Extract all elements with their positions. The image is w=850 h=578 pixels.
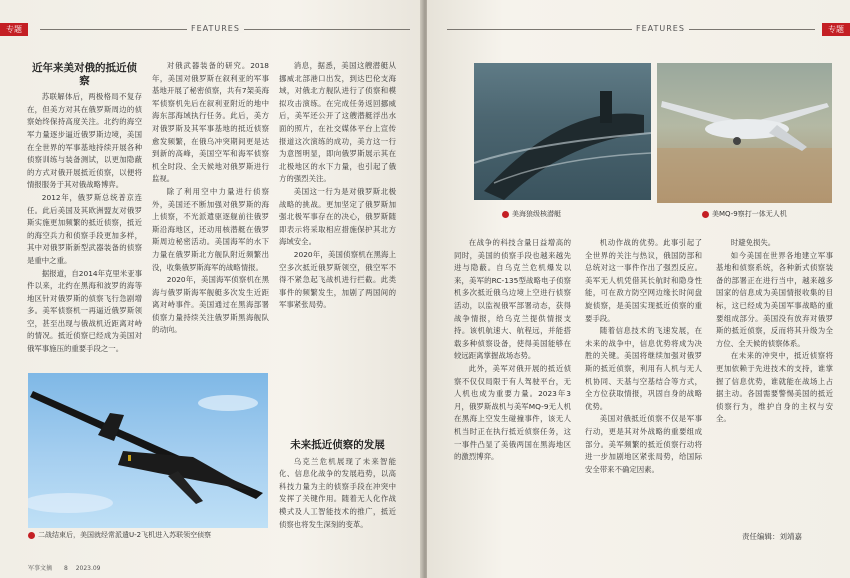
paragraph: 消息，据悉，美国这艘潜艇从挪威北部港口出发，到达巴伦支海域，对俄北方舰队进行了侦察和模拟攻击演练。在完成任务返回挪威后，美军还公开了这艘潜艇浮出水面的照片，在社交媒体平台上宣传报道这次演练的成功，美方这一行为意图明显，即向俄罗斯展示其在北极地区的水下力量，也引起了俄方的强烈关注。	[279, 61, 396, 184]
article-heading: 近年来美对俄的抵近侦察	[32, 62, 137, 87]
paragraph: 机动作战的优势。此事引起了全世界的关注与热议，俄国防部和总统对这一事件作出了强烈反应。美军无人机凭借其长航时和隐身性能，可在敌方防空网边缘长时间盘旋侦察，是美国实现抵近侦察的重要手段。	[585, 238, 702, 323]
bullet-dot-icon	[502, 211, 509, 218]
u2-aircraft-photo	[28, 373, 268, 528]
left-column-3	[279, 60, 396, 430]
paragraph: 据报道，自2014年克里米亚事件以来，北约在黑海和波罗的海等地区针对俄罗斯的侦察飞行急剧增多。美军侦察机一再逼近俄罗斯领空，甚至出现与俄战机近距离对峙的情况。抵近侦察已经成为美国对俄军事施压的重要手段之一。	[27, 268, 142, 354]
paragraph: 美国对俄抵近侦察不仅是军事行动，更是其对外战略的重要组成部分。美军频繁的抵近侦察行动将进一步加剧地区紧张局势，给国际安全带来不确定因素。	[585, 414, 702, 474]
page-number: 8	[63, 565, 68, 572]
bullet-dot-icon	[702, 211, 709, 218]
section-header: FEATURES	[632, 24, 689, 33]
right-column-1	[454, 237, 571, 547]
bullet-dot-icon	[28, 532, 35, 539]
paragraph: 如今美国在世界各地建立军事基地和侦察系统，各种新式侦察装备的部署正在进行当中，越来越多国家的信息成为美国情报收集的目标，这已经成为美国军事战略的重要组成部分。美国没有放弃对俄罗斯的抵近侦察，反而将其升级为全方位、全天候的侦察体系。	[716, 250, 833, 348]
left-column-2	[152, 60, 269, 370]
right-page	[427, 0, 850, 578]
section-tag: 专题	[822, 23, 850, 36]
paragraph: 时避免损失。	[730, 238, 776, 247]
u2-photo-caption	[28, 530, 211, 540]
paragraph: 2012年，俄罗斯总统普京连任。此后美国及其欧洲盟友对俄罗斯实施更加频繁的抵近侦察，抵近的海空兵力和侦察手段更加多样，其中对俄罗斯新型武器装备的侦察是重中之重。	[27, 192, 142, 265]
mq9-drone-icon	[657, 63, 832, 203]
paragraph: 在未来的冲突中，抵近侦察将更加依赖于先进技术的支持，谁掌握了信息优势，谁就能在战场上占据主动。各国需要警惕美国的抵近侦察行为，维护自身的主权与安全。	[716, 351, 833, 424]
paragraph: 此外，美军对俄开展的抵近侦察不仅仅局限于有人驾驶平台，无人机也成为重要力量。2023年3月，俄罗斯战机与美军MQ-9无人机在黑海上空发生碰撞事件，该无人机当时正在执行抵近侦察任务，这一事件凸显了美俄两国在黑海地区的激烈博弈。	[454, 363, 571, 462]
paragraph: 对俄武器装备的研究。2018年，美国对俄罗斯在叙利亚的军事基地开展了秘密侦察，共有7架美海军侦察机先后在叙利亚附近的地中海东部海域执行任务。此后，美方对俄罗斯及其军事基地的抵近侦察愈发频繁，在俄乌冲突期间更是达到新的高峰，美国空军和海军侦察机全时段、全天候地对俄罗斯进行监视。	[152, 61, 269, 184]
u2-aircraft-icon	[28, 373, 268, 528]
left-column-1	[27, 60, 142, 365]
left-page	[0, 0, 423, 578]
right-column-3	[716, 237, 833, 522]
paragraph: 随着信息技术的飞速发展，在未来的战争中，信息优势将成为决胜的关键。美国将继续加强对俄罗斯的抵近侦察，利用有人机与无人机协同、天基与空基结合等方式，全方位获取情报，巩固自身的战略优势。	[585, 326, 702, 411]
paragraph: 苏联解体后，两极格局不复存在，但美方对其在俄罗斯周边的侦察始终保持高度关注。北约的海空军力量逐步逼近俄罗斯边境，美国在全世界的军事基地持续开展各种侦察训练与装备测试，以更加隐蔽的方式对俄开展抵近侦察，以便将情报服务于其对俄战略博弈。	[27, 92, 142, 190]
submarine-photo	[474, 63, 651, 200]
drone-photo	[657, 63, 832, 203]
section-tag: 专题	[0, 23, 28, 36]
right-column-2	[585, 237, 702, 547]
caption-text: 二战结束后，美国就经常派遣U-2飞机进入苏联领空侦察	[38, 531, 212, 539]
paragraph: 除了利用空中力量进行侦察外，美国还不断加强对俄罗斯的海上侦察，不光派遣驱逐舰前往俄罗斯沿海地区，还动用核潜艇在俄罗斯周边秘密活动。美国海军的水下力量在俄罗斯北方舰队附近频繁出没，收集俄罗斯海军的战略情报。	[152, 186, 269, 272]
section-heading: 未来抵近侦察的发展	[290, 439, 385, 451]
paragraph: 美国这一行为是对俄罗斯北极战略的挑战。更加坚定了俄罗斯加强北极军事存在的决心，俄罗斯随即表示将采取相应措施保护其北方海域安全。	[279, 186, 396, 247]
footer-label: 军事文摘	[28, 565, 53, 572]
footer-date: 2023.09	[75, 565, 101, 572]
paragraph: 在战争的科技含量日益增高的同时，美国的侦察手段也越来越先进与隐蔽。自乌克兰危机爆发以来，美军的RC-135型战略电子侦察机多次抵近俄乌边境上空进行侦察活动，以监视俄军部署动态，获得战争情报，给乌克兰提供情报支持。该机航速大、航程远，并能搭载多种侦察设备，使得美国能够在较远距离掌握战场态势。	[454, 238, 571, 361]
responsible-editor: 责任编辑：刘靖嘉	[742, 532, 802, 541]
paragraph: 2020年，美国侦察机在黑海上空多次抵近俄罗斯领空，俄空军不得不紧急起飞战机进行拦截。此类事件的频繁发生，加剧了两国间的军事紧张局势。	[279, 249, 396, 310]
submarine-icon	[474, 63, 651, 200]
caption-text: 美MQ-9察打一体无人机	[712, 210, 787, 218]
paragraph: 2020年，美国海军侦察机在黑海与俄罗斯海军舰艇多次发生近距离对峙事件。美国通过在黑海部署侦察力量持续关注俄罗斯黑海舰队的动向。	[152, 275, 269, 335]
caption-text: 美海狼级核潜艇	[512, 210, 561, 218]
drone-caption	[702, 209, 787, 219]
header-rule	[447, 29, 815, 30]
paragraph: 乌克兰危机展现了未来智能化、信息化战争的发展趋势，以高科技力量为主的侦察手段在冲突中发挥了关键作用。随着无人化作战模式及人工智能技术的推广，抵近侦察也将发生深刻的变革。	[279, 456, 396, 529]
submarine-caption	[502, 209, 561, 219]
left-section-2	[279, 437, 396, 542]
section-header: FEATURES	[187, 24, 244, 33]
left-footer	[28, 563, 101, 572]
